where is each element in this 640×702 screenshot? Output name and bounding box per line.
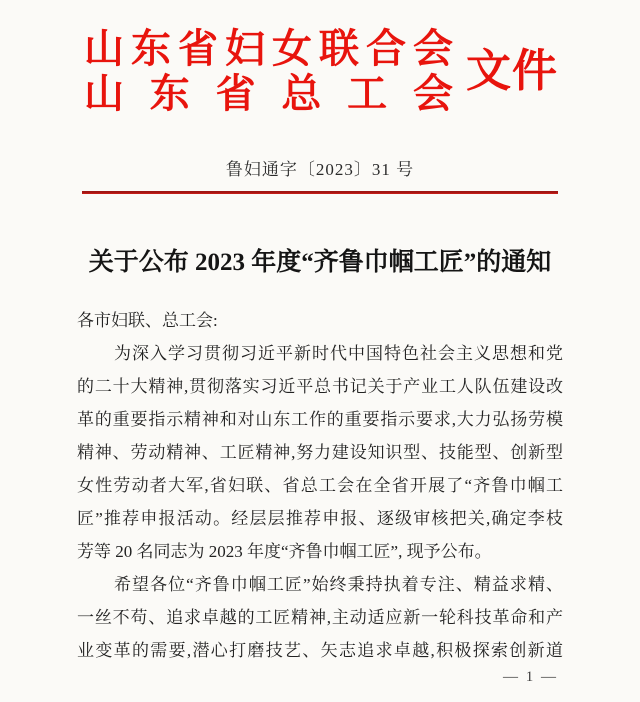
doc-number: 鲁妇通字〔2023〕31 号 xyxy=(225,160,415,179)
doc-type-label: 文件 xyxy=(465,45,558,96)
body-line: 希望各位“齐鲁巾帼工匠”始终秉持执着专注、精益求精、 xyxy=(114,575,563,594)
letterhead xyxy=(84,26,558,116)
salutation: 各市妇联、总工会: xyxy=(77,311,218,330)
body-line: 革的重要指示精神和对山东工作的重要指示要求,大力弘扬劳模 xyxy=(77,410,563,429)
body-line: 一丝不苟、追求卓越的工匠精神,主动适应新一轮科技革命和产 xyxy=(77,608,563,627)
document-body xyxy=(77,304,563,667)
red-separator-line xyxy=(82,191,558,194)
body-line: 的二十大精神,贯彻落实习近平总书记关于产业工人队伍建设改 xyxy=(77,377,563,396)
org-name-line-2: 山东省总工会 xyxy=(84,71,453,116)
body-line: 女性劳动者大军,省妇联、省总工会在全省开展了“齐鲁巾帼工 xyxy=(77,476,563,495)
body-line: 为深入学习贯彻习近平新时代中国特色社会主义思想和党 xyxy=(114,344,563,363)
body-line: 匠”推荐申报活动。经层层推荐申报、逐级审核把关,确定李枝 xyxy=(77,509,563,528)
body-line: 精神、劳动精神、工匠精神,努力建设知识型、技能型、创新型 xyxy=(77,443,563,462)
body-line: 芳等 20 名同志为 2023 年度“齐鲁巾帼工匠”, 现予公布。 xyxy=(77,542,492,561)
org-name-line-1: 山东省妇女联合会 xyxy=(84,26,453,71)
document-title: 关于公布 2023 年度“齐鲁巾帼工匠”的通知 xyxy=(88,249,552,276)
body-line: 业变革的需要,潜心打磨技艺、矢志追求卓越,积极探索创新道 xyxy=(77,641,563,660)
issuing-organizations xyxy=(84,26,453,116)
page-number: — 1 — xyxy=(503,669,558,685)
